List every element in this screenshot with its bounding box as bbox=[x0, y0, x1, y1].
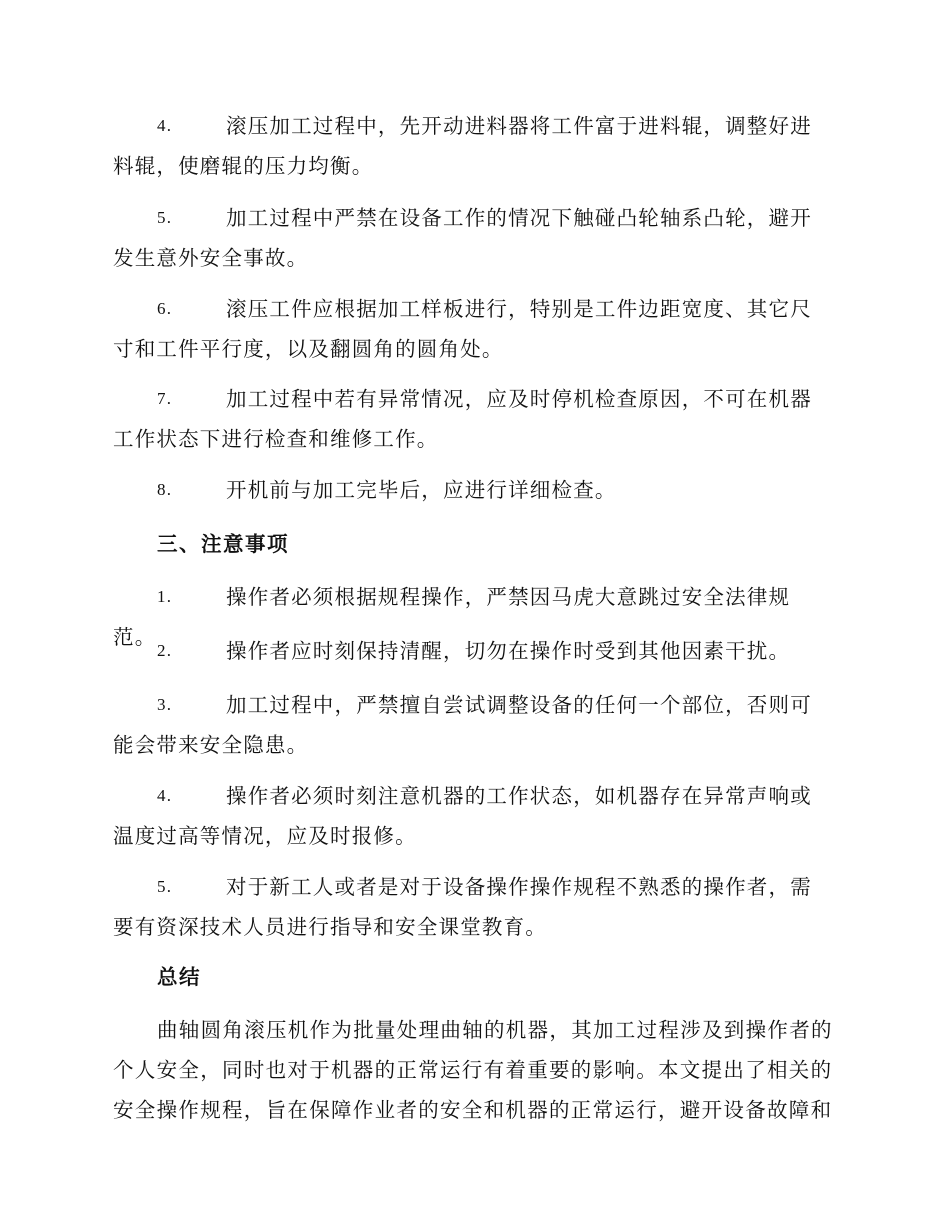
list-item bbox=[113, 470, 833, 510]
list-item bbox=[113, 867, 833, 947]
list-number: 6. bbox=[157, 299, 173, 318]
list-text: 加工过程中若有异常情况，应及时停机检查原因，不可在机器工作状态下进行检查和维修工作。 bbox=[113, 387, 812, 451]
list-text: 加工过程中严禁在设备工作的情况下触碰凸轮轴系凸轮，避开发生意外安全事故。 bbox=[113, 206, 812, 270]
list-number: 7. bbox=[157, 389, 173, 408]
list-item bbox=[113, 685, 833, 765]
list-text: 操作者必须时刻注意机器的工作状态，如机器存在异常声响或温度过高等情况，应及时报修。 bbox=[113, 784, 812, 848]
list-text: 开机前与加工完毕后，应进行详细检查。 bbox=[226, 478, 617, 502]
list-text: 操作者必须根据规程操作，严禁因马虎大意跳过安全法律规范。 bbox=[113, 585, 791, 649]
list-number: 2. bbox=[157, 641, 173, 660]
list-item bbox=[113, 198, 833, 278]
section-heading: 三、注意事项 bbox=[157, 532, 289, 556]
list-text: 对于新工人或者是对于设备操作操作规程不熟悉的操作者，需要有资深技术人员进行指导和安全课堂教育。 bbox=[113, 875, 812, 939]
list-number: 3. bbox=[157, 695, 173, 714]
list-number: 1. bbox=[157, 587, 173, 606]
summary-heading: 总结 bbox=[157, 965, 201, 989]
list-item bbox=[113, 289, 833, 369]
list-number: 4. bbox=[157, 786, 173, 805]
list-text: 滚压加工过程中，先开动进料器将工件富于进料辊，调整好进料辊，使磨辊的压力均衡。 bbox=[113, 114, 812, 178]
list-item bbox=[113, 776, 833, 856]
list-text: 加工过程中，严禁擅自尝试调整设备的任何一个部位，否则可能会带来安全隐患。 bbox=[113, 693, 812, 757]
list-text: 操作者应时刻保持清醒，切勿在操作时受到其他因素干扰。 bbox=[226, 639, 791, 663]
list-number: 5. bbox=[157, 877, 173, 896]
list-item bbox=[113, 631, 833, 671]
list-text: 滚压工件应根据加工样板进行，特别是工件边距宽度、其它尺寸和工件平行度，以及翻圆角的圆角处。 bbox=[113, 297, 812, 361]
list-number: 4. bbox=[157, 116, 173, 135]
summary-paragraph: 曲轴圆角滚压机作为批量处理曲轴的机器，其加工过程涉及到操作者的个人安全，同时也对于机器的正常运行有着重要的影响。本文提出了相关的安全操作规程，旨在保障作业者的安全和机器的正常运行，避开设备故障和 bbox=[113, 1018, 833, 1122]
list-number: 8. bbox=[157, 480, 173, 499]
list-item bbox=[113, 106, 833, 186]
list-number: 5. bbox=[157, 208, 173, 227]
list-item bbox=[113, 379, 833, 459]
